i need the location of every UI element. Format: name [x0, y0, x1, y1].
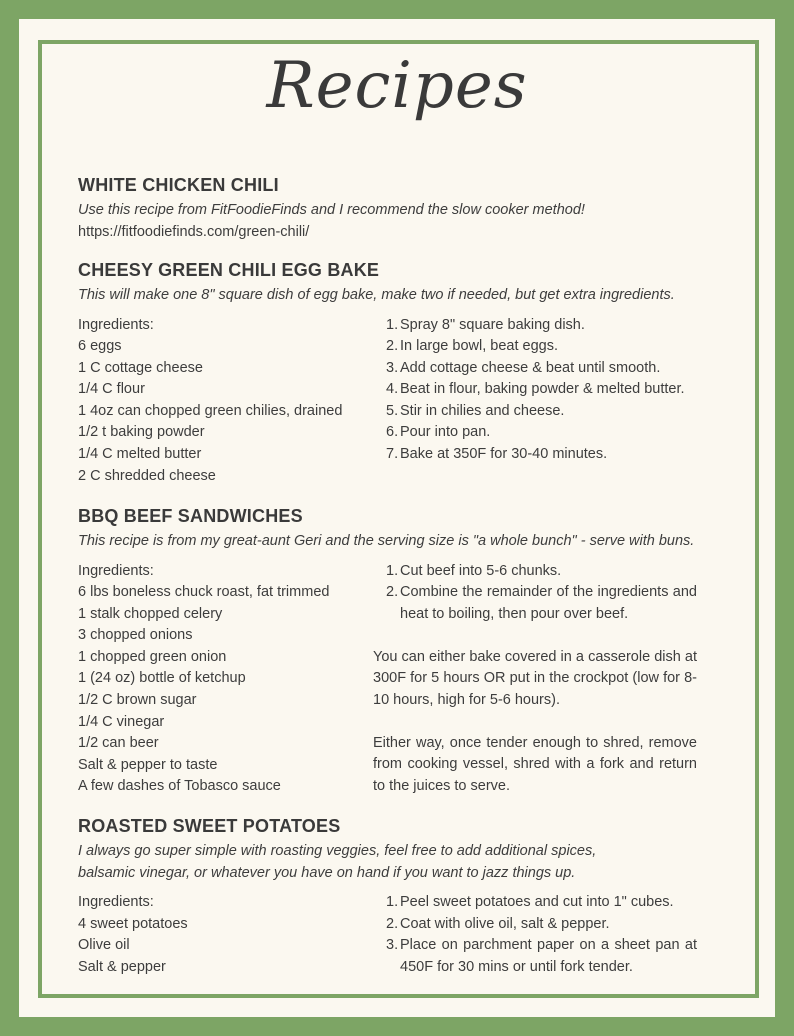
recipe-bbq-beef-sandwiches: [78, 506, 718, 795]
ingredient-line: A few dashes of Tobasco sauce: [78, 778, 281, 795]
step-item: Cut beef into 5-6 chunks.: [400, 562, 562, 579]
ingredient-line: 6 eggs: [78, 338, 122, 355]
recipe-notes: [373, 647, 697, 798]
step-item: In large bowl, beat eggs.: [400, 338, 558, 355]
recipe-roasted-sweet-potatoes: [78, 816, 718, 975]
ingredient-line: 1/4 C vinegar: [78, 713, 165, 730]
ingredients-list: [78, 892, 368, 978]
ingredient-line: Ingredients:: [78, 894, 154, 910]
step-item: Stir in chilies and cheese.: [400, 402, 565, 419]
recipe-heading: WHITE CHICKEN CHILI: [78, 175, 279, 195]
ingredient-line: Ingredients:: [78, 316, 154, 333]
ingredient-line: 1 C cottage cheese: [78, 359, 203, 376]
steps-list: [373, 892, 697, 978]
step-item: Combine the remainder of the ingredients and heat to boiling, then pour over beef.: [400, 584, 697, 622]
steps-list: [373, 561, 697, 626]
ingredient-line: 1/2 t baking powder: [78, 424, 205, 441]
recipe-heading: ROASTED SWEET POTATOES: [78, 816, 341, 836]
ingredient-line: 1 chopped green onion: [78, 648, 227, 665]
step-item: Place on parchment paper on a sheet pan at 450F for 30 mins or until fork tender.: [400, 937, 697, 975]
recipe-link[interactable]: https://fitfoodiefinds.com/green-chili/: [78, 223, 310, 240]
recipe-description: Use this recipe from FitFoodieFinds and I recommend the slow cooker method!: [78, 202, 585, 218]
ingredient-line: 1/2 can beer: [78, 735, 159, 752]
note-paragraph: You can either bake covered in a casserole dish at 300F for 5 hours OR put in the crockpot (low for 8-10 hours, high for 5-6 hours).: [373, 648, 697, 708]
ingredient-line: 1/2 C brown sugar: [78, 692, 197, 709]
ingredient-line: Olive oil: [78, 937, 130, 954]
ingredient-line: 6 lbs boneless chuck roast, fat trimmed: [78, 584, 330, 601]
step-item: Peel sweet potatoes and cut into 1" cubes.: [400, 894, 674, 910]
step-item: Spray 8" square baking dish.: [400, 316, 585, 333]
recipe-description: This will make one 8" square dish of egg bake, make two if needed, but get extra ingredients.: [78, 287, 675, 303]
ingredient-line: 1 4oz can chopped green chilies, drained: [78, 402, 343, 419]
ingredient-line: 2 C shredded cheese: [78, 467, 216, 484]
description-line: I always go super simple with roasting veggies, feel free to add additional spices,: [78, 843, 597, 859]
recipe-page: [19, 19, 775, 1017]
ingredient-line: Salt & pepper to taste: [78, 756, 218, 773]
ingredients-list: [78, 561, 368, 799]
ingredient-line: 1 stalk chopped celery: [78, 605, 223, 622]
step-item: Coat with olive oil, salt & pepper.: [400, 915, 610, 932]
ingredients-list: [78, 315, 368, 488]
note-paragraph: Either way, once tender enough to shred, remove from cooking vessel, shred with a fork and return to the juices to serve.: [373, 734, 697, 795]
recipe-heading: CHEESY GREEN CHILI EGG BAKE: [78, 260, 380, 280]
ingredient-line: 1/4 C melted butter: [78, 446, 202, 463]
recipe-description: [78, 841, 718, 884]
recipe-white-chicken-chili: [78, 175, 718, 243]
step-item: Pour into pan.: [400, 424, 491, 441]
steps-list: [373, 315, 697, 466]
step-item: Bake at 350F for 30-40 minutes.: [400, 446, 608, 463]
recipe-description: This recipe is from my great-aunt Geri and the serving size is "a whole bunch" - serve with buns.: [78, 533, 695, 549]
ingredient-line: Salt & pepper: [78, 958, 166, 975]
ingredient-line: 4 sweet potatoes: [78, 915, 188, 932]
ingredient-line: 3 chopped onions: [78, 627, 193, 644]
step-item: Add cottage cheese & beat until smooth.: [400, 359, 661, 376]
recipe-heading: BBQ BEEF SANDWICHES: [78, 506, 303, 526]
step-item: Beat in flour, baking powder & melted butter.: [400, 381, 685, 398]
recipe-cheesy-green-chili-egg-bake: [78, 260, 718, 484]
description-line: balsamic vinegar, or whatever you have on hand if you want to jazz things up.: [78, 864, 576, 881]
ingredient-line: 1 (24 oz) bottle of ketchup: [78, 670, 246, 687]
ingredient-line: 1/4 C flour: [78, 381, 145, 398]
page-title: Recipes: [266, 49, 528, 123]
ingredient-line: Ingredients:: [78, 562, 154, 579]
